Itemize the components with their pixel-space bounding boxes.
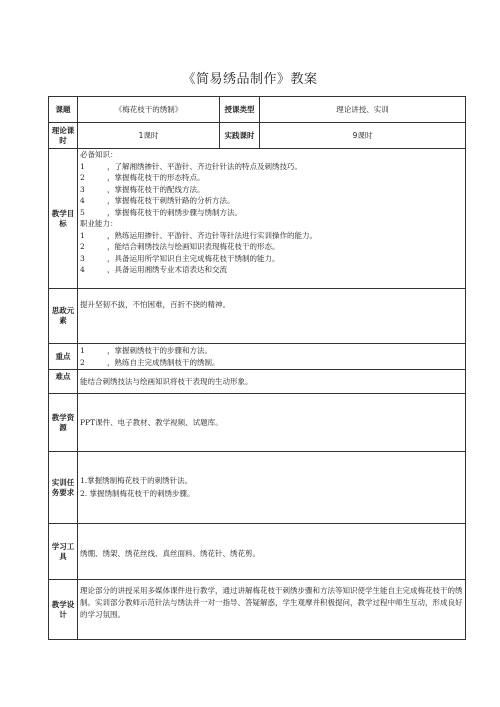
list-item-number: 1 xyxy=(80,346,85,356)
tools-label: 学习工具 xyxy=(49,524,78,580)
list-item-number: 2 xyxy=(80,242,85,252)
list-item-number: 3 xyxy=(80,253,85,263)
row-goals xyxy=(49,149,466,289)
list-item-number: 4 xyxy=(80,265,85,275)
theory-hours-value: 1课时 xyxy=(78,123,220,149)
lesson-plan-table xyxy=(48,96,466,640)
goals-content xyxy=(78,149,466,289)
row-topic xyxy=(49,97,466,123)
resources-label: 教学资源 xyxy=(49,394,78,452)
list-item xyxy=(80,172,463,184)
type-label: 授课类型 xyxy=(220,97,260,123)
key-points-list xyxy=(80,345,463,368)
list-item-text: ，熟练运用掺针、平游针、齐边针等针法进行实训操作的能力。 xyxy=(107,230,317,240)
row-resources xyxy=(49,394,466,452)
knowledge-list xyxy=(80,161,463,219)
row-tools xyxy=(49,524,466,580)
list-item xyxy=(80,195,463,207)
practice-hours-label: 实践课时 xyxy=(220,123,260,149)
key-points-label: 重点 xyxy=(49,344,78,370)
row-hours xyxy=(49,123,466,149)
list-item-number: 3 xyxy=(80,184,85,194)
tasks-label: 实训任务要求 xyxy=(49,452,78,524)
list-item-number: 4 xyxy=(80,196,85,206)
key-points-content xyxy=(78,344,466,370)
ideology-label: 思政元素 xyxy=(49,289,78,344)
list-item xyxy=(80,253,463,265)
list-item-text: ，熟练自主完成绣制枝干的绣制。 xyxy=(107,357,220,367)
list-item-text: ，能结合刺绣技法与绘画知识表现梅花枝干的形态。 xyxy=(107,242,280,252)
list-item-text: ，具备运用所学知识自主完成梅花枝干绣制的能力。 xyxy=(107,253,280,263)
list-item xyxy=(80,230,463,242)
list-item xyxy=(80,264,463,276)
ability-list xyxy=(80,230,463,276)
tasks-content xyxy=(78,452,466,524)
list-item-text: ，掌握梅花枝干的刺绣步骤与绣制方法。 xyxy=(107,207,242,217)
document-title: 《简易绣品制作》教案 xyxy=(182,72,318,87)
design-label: 教学设计 xyxy=(49,580,78,640)
tools-text: 绣绷、绣架、绣花丝线、真丝面料、绣花针、绣花剪。 xyxy=(78,524,466,580)
resources-text: PPT课件、电子教材、教学视频、试题库。 xyxy=(78,394,466,452)
practice-hours-value: 9课时 xyxy=(260,123,466,149)
list-item xyxy=(80,241,463,253)
difficulty-label: 难点 xyxy=(49,370,78,394)
theory-hours-label: 理论课时 xyxy=(49,123,78,149)
list-item-number: 1 xyxy=(80,161,85,171)
list-item-number: 1 xyxy=(80,230,85,240)
list-item xyxy=(80,184,463,196)
row-ideology xyxy=(49,289,466,344)
list-item-text: ，掌握刺绣枝干的步骤和方法。 xyxy=(107,346,212,356)
difficulty-text: 能结合刺绣技法与绘画知识将枝干表现的生动形象。 xyxy=(78,370,466,394)
list-item-number: 5 xyxy=(80,207,85,217)
row-difficulty xyxy=(49,370,466,394)
list-item-text: ，掌握梅花枝干的配线方法。 xyxy=(107,184,205,194)
row-design xyxy=(49,580,466,640)
list-item xyxy=(80,207,463,219)
list-item-number: 2 xyxy=(80,173,85,183)
list-item xyxy=(80,357,463,369)
list-item-text: ，具备运用湘绣专业术语表达和交流 xyxy=(107,265,227,275)
ability-heading: 职业能力： xyxy=(80,219,118,229)
ideology-text: 提升坚韧不拔，不怕困难，百折不挠的精神。 xyxy=(78,289,466,344)
task-item: 1.掌握绣制梅花枝干的刺绣针法。 xyxy=(80,475,193,485)
list-item-text: ，了解湘绣掺针、平游针、齐边针针法的特点及刺绣技巧。 xyxy=(107,161,302,171)
list-item xyxy=(80,345,463,357)
list-item xyxy=(80,161,463,173)
goals-label: 教学目标 xyxy=(49,149,78,289)
task-item: 2. 掌握绣制梅花枝干的刺绣步骤。 xyxy=(80,488,195,498)
type-value: 理论讲授、实训 xyxy=(260,97,466,123)
list-item-number: 2 xyxy=(80,357,85,367)
list-item-text: ，掌握梅花枝干的形态特点。 xyxy=(107,173,205,183)
design-text: 理论部分的讲授采用多媒体课件进行教学，通过讲解梅花枝干刺绣步骤和方法等知识使学生能自主完成梅花枝干的绣制。实训部分教师示范针法与绣法并一对一指导、答疑解惑，学生观摩并积极提问，教学过程中师生互动，形成良好的学习氛围。 xyxy=(78,580,466,640)
list-item-text: ，掌握梅花枝干刺绣针路的分析方法。 xyxy=(107,196,235,206)
row-tasks xyxy=(49,452,466,524)
row-key-points xyxy=(49,344,466,370)
knowledge-heading: 必备知识： xyxy=(80,150,118,160)
topic-value: 《梅花枝干的绣制》 xyxy=(78,97,220,123)
topic-label: 课题 xyxy=(49,97,78,123)
